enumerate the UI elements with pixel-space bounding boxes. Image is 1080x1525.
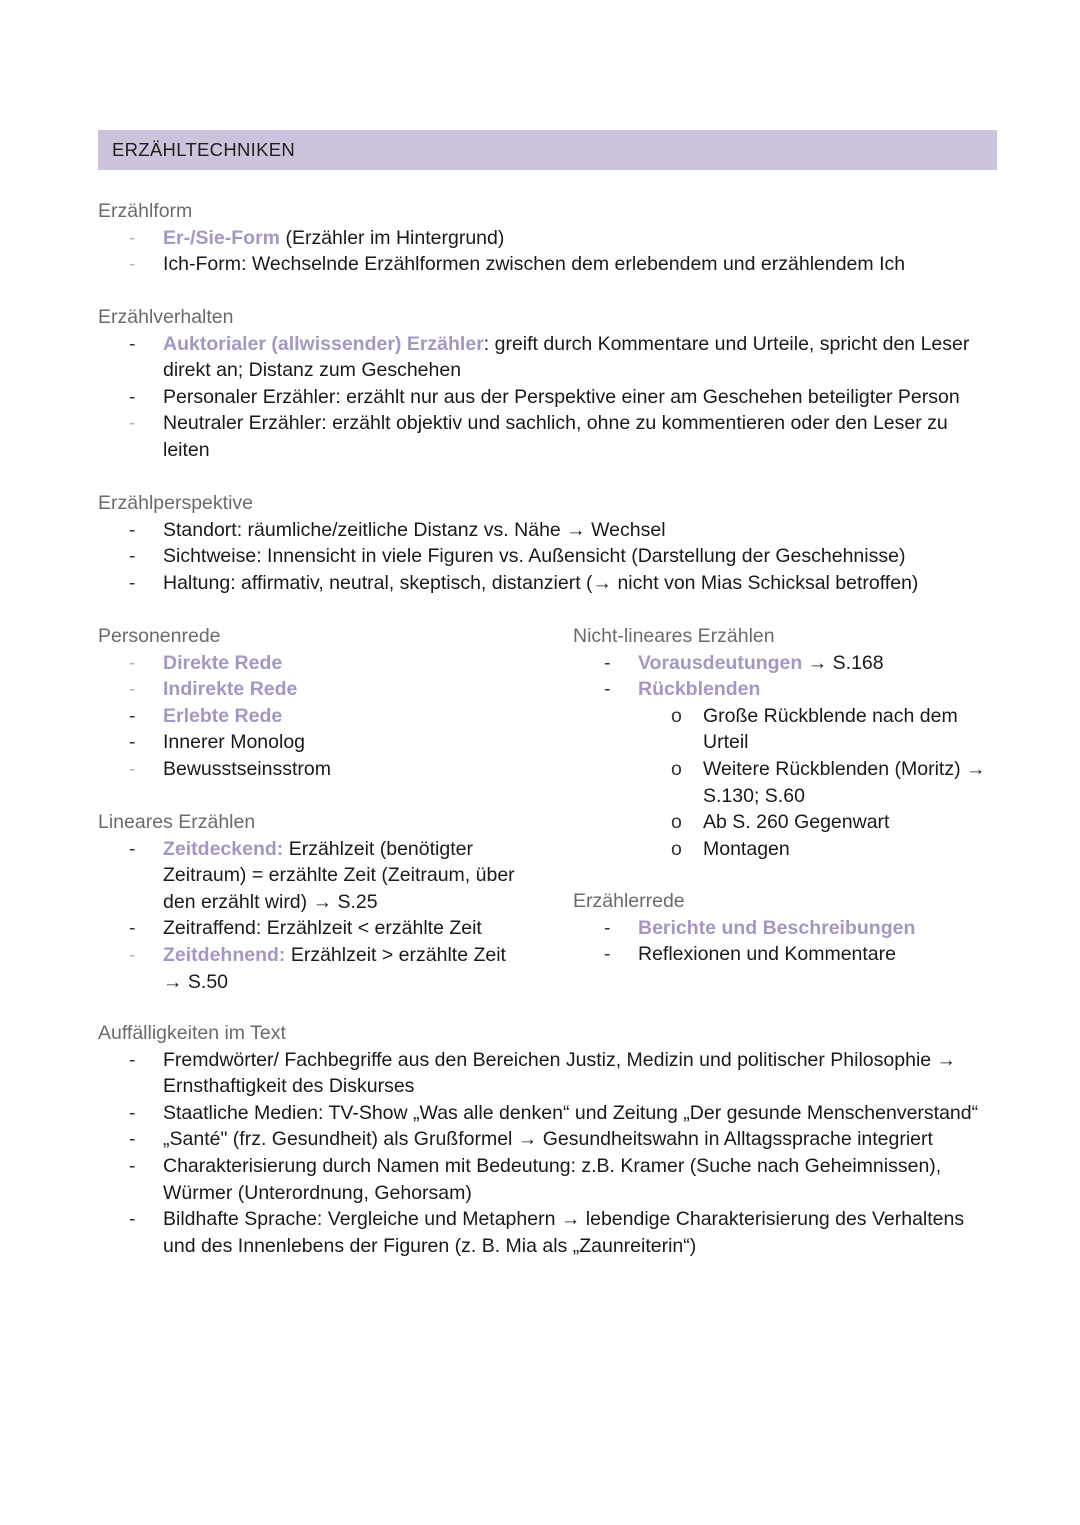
item-text: Montagen <box>703 837 790 860</box>
arrow-right-icon: → <box>936 1048 957 1071</box>
list-item <box>573 650 993 677</box>
list-item <box>98 251 998 278</box>
heading-erzaehlverhalten: Erzählverhalten <box>98 306 234 328</box>
item-text: lebendige Charakterisierung des Verhaltens und des Innenlebens der Figuren (z. B. Mia als „Zaunreiterin“) <box>163 1208 965 1257</box>
list-item <box>98 1206 998 1259</box>
list-item <box>98 570 998 597</box>
highlight-term: Auktorialer (allwissender) Erzähler <box>163 332 484 355</box>
list-item <box>573 941 993 968</box>
item-text: Ernsthaftigkeit des Diskurses <box>163 1075 415 1098</box>
list-item <box>98 942 518 995</box>
list-item <box>98 676 538 703</box>
highlight-term: Erlebte Rede <box>163 704 283 727</box>
item-text: Sichtweise: Innensicht in viele Figuren vs. Außensicht (Darstellung der Geschehnisse) <box>163 545 906 568</box>
item-text: S.130; S.60 <box>703 784 805 807</box>
section-erzaehlverhalten <box>98 304 998 464</box>
item-text: : greift durch Kommentare und Urteile, spricht den Leser direkt an; Distanz zum Geschehen <box>163 332 970 382</box>
list-item <box>98 703 538 730</box>
item-text: Bewusstseinsstrom <box>163 757 331 780</box>
item-text: Weitere Rückblenden (Moritz) <box>703 757 966 780</box>
list-item <box>98 225 998 252</box>
highlight-term: Vorausdeutungen <box>638 651 803 674</box>
list-item <box>98 915 518 942</box>
item-text: (Erzähler im Hintergrund) <box>280 226 505 249</box>
item-text: Fremdwörter/ Fachbegriffe aus den Bereichen Justiz, Medizin und politischer Philosophie <box>163 1048 937 1071</box>
arrow-right-icon: → <box>163 970 183 993</box>
item-text: „Santé" (frz. Gesundheit) als Grußformel <box>163 1128 518 1151</box>
item-text: Gesundheitswahn in Alltagssprache integriert <box>537 1128 933 1151</box>
heading-erzaehlform: Erzählform <box>98 200 193 222</box>
list-item <box>98 384 998 411</box>
item-text: Haltung: affirmativ, neutral, skeptisch, distanziert ( <box>163 571 593 594</box>
item-text: Wechsel <box>585 518 666 541</box>
list-item <box>573 915 993 942</box>
arrow-right-icon: → <box>592 571 613 594</box>
highlight-term: Berichte und Beschreibungen <box>638 916 916 939</box>
highlight-term: Indirekte Rede <box>163 678 298 701</box>
section-nicht-lineares-erzaehlen <box>573 623 993 862</box>
item-text: Bildhafte Sprache: Vergleiche und Metaphern <box>163 1208 561 1231</box>
item-text: S.168 <box>827 651 884 674</box>
heading-erzaehlperspektive: Erzählperspektive <box>98 492 253 514</box>
item-text: Neutraler Erzähler: erzählt objektiv und sachlich, ohne zu kommentieren oder den Leser zu leiten <box>163 412 948 461</box>
item-text: Reflexionen und Kommentare <box>638 943 896 966</box>
item-text: Ich-Form: Wechselnde Erzählformen zwischen dem erlebendem und erzählendem Ich <box>163 253 906 276</box>
item-text: S.50 <box>182 970 229 993</box>
list-item <box>98 1153 998 1206</box>
section-auffaelligkeiten <box>98 1020 998 1259</box>
list-item <box>98 517 998 544</box>
arrow-right-icon: → <box>807 651 828 674</box>
section-erzaehlerrede <box>573 888 993 968</box>
sublist-item <box>638 703 993 756</box>
heading-lineares-erzaehlen: Lineares Erzählen <box>98 811 256 833</box>
highlight-term: Direkte Rede <box>163 651 283 674</box>
arrow-right-icon: → <box>312 890 333 913</box>
list-item <box>98 410 998 463</box>
arrow-right-icon: → <box>517 1128 538 1151</box>
item-text: Charakterisierung durch Namen mit Bedeutung: z.B. Kramer (Suche nach Geheimnissen), Würmer (Unterordnung, Gehorsam) <box>163 1154 942 1204</box>
sublist-item <box>638 809 993 836</box>
section-erzaehlform <box>98 198 998 278</box>
section-personenrede <box>98 623 538 783</box>
item-text: Innerer Monolog <box>163 731 306 754</box>
page-title: ERZÄHLTECHNIKEN <box>112 139 296 160</box>
list-item <box>98 543 998 570</box>
heading-erzaehlerrede: Erzählerrede <box>573 890 685 912</box>
highlight-term: Er-/Sie-Form <box>163 226 281 249</box>
list-item <box>573 676 993 862</box>
item-text: Ab S. 260 Gegenwart <box>703 811 890 834</box>
arrow-right-icon: → <box>965 757 986 780</box>
list-item <box>98 331 998 384</box>
list-erzaehlerrede <box>573 915 993 968</box>
section-erzaehlperspektive <box>98 490 998 596</box>
list-item <box>98 650 538 677</box>
arrow-right-icon: → <box>560 1208 581 1231</box>
list-nicht-lineares-erzaehlen <box>573 650 993 863</box>
item-text: Große Rückblende nach dem Urteil <box>703 704 958 754</box>
item-text: Personaler Erzähler: erzählt nur aus der Perspektive einer am Geschehen beteiligter Person <box>163 385 960 408</box>
heading-auffaelligkeiten: Auffälligkeiten im Text <box>98 1022 286 1044</box>
list-item <box>98 729 538 756</box>
list-item <box>98 1100 998 1127</box>
list-personenrede <box>98 650 538 783</box>
highlight-term: Zeitdeckend: <box>163 837 284 860</box>
item-text: Erzählzeit > erzählte Zeit <box>285 943 506 966</box>
sublist-rueckblenden <box>638 703 993 863</box>
list-item <box>98 756 538 783</box>
list-item <box>98 1126 998 1153</box>
arrow-right-icon: → <box>566 518 586 541</box>
sublist-item <box>638 836 993 863</box>
item-text: nicht von Mias Schicksal betroffen) <box>612 571 919 594</box>
item-text: S.25 <box>332 890 378 913</box>
list-erzaehlform <box>98 225 998 278</box>
list-erzaehlverhalten <box>98 331 998 464</box>
heading-nicht-lineares-erzaehlen: Nicht-lineares Erzählen <box>573 625 775 647</box>
highlight-term: Rückblenden <box>638 678 761 701</box>
heading-personenrede: Personenrede <box>98 625 221 647</box>
section-lineares-erzaehlen <box>98 809 518 995</box>
list-lineares-erzaehlen <box>98 836 518 996</box>
list-item <box>98 836 518 916</box>
item-text: Zeitraffend: Erzählzeit < erzählte Zeit <box>163 917 482 940</box>
sublist-item <box>638 756 993 809</box>
item-text: Standort: räumliche/zeitliche Distanz vs. Nähe <box>163 518 567 541</box>
list-item <box>98 1047 998 1100</box>
item-text: Staatliche Medien: TV-Show „Was alle denken“ und Zeitung „Der gesunde Menschenverstand“ <box>163 1101 979 1124</box>
list-erzaehlperspektive <box>98 517 998 597</box>
section-title-bar <box>98 130 997 170</box>
item-text: Erzählzeit (benötigter Zeitraum) = erzählte Zeit (Zeitraum, über den erzählt wird) <box>163 837 515 913</box>
list-auffaelligkeiten <box>98 1047 998 1260</box>
highlight-term: Zeitdehnend: <box>163 943 286 966</box>
